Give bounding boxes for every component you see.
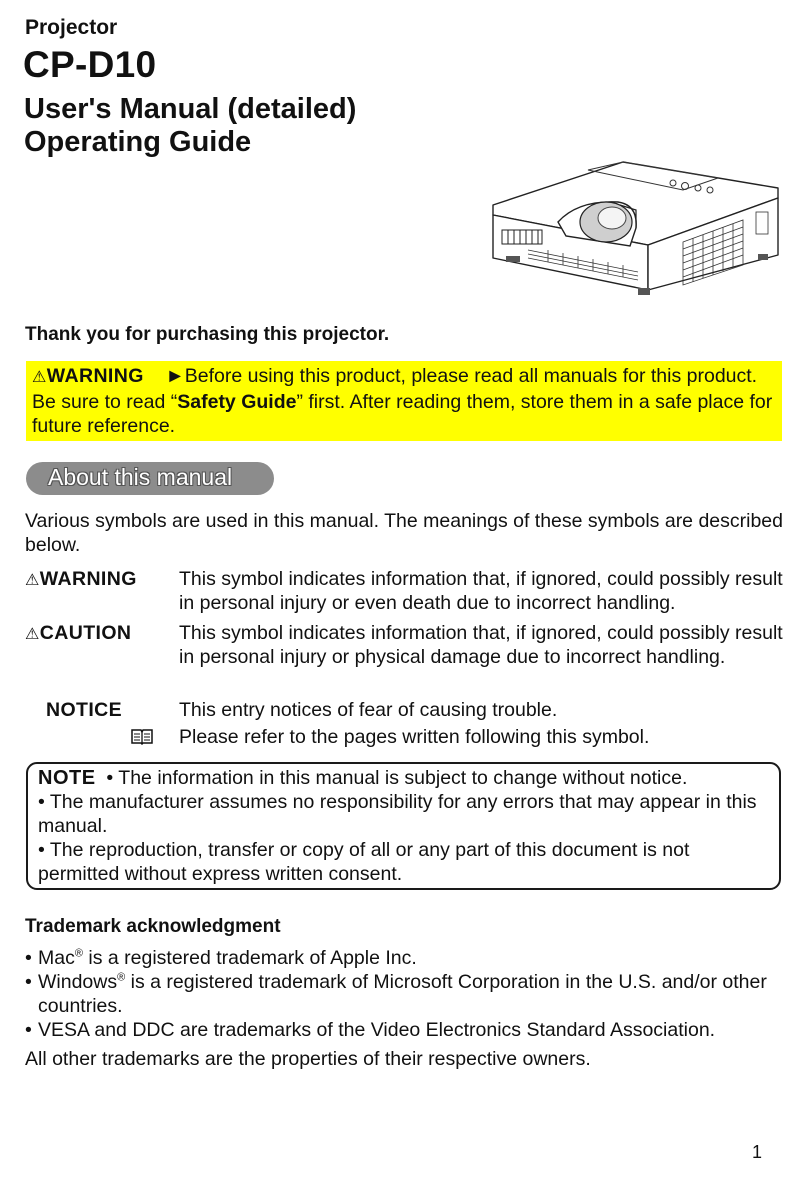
model-number: CP-D10 xyxy=(23,44,157,85)
warning-text-after: ” first. After reading them, store them in a safe place for future reference. xyxy=(32,391,773,437)
product-type: Projector xyxy=(25,16,118,39)
warning-label: ⚠WARNING xyxy=(32,365,144,387)
warning-symbol-label: ⚠WARNING xyxy=(25,568,137,590)
document-subtitle: Operating Guide xyxy=(24,126,252,158)
safety-guide-ref: Safety Guide xyxy=(177,391,297,413)
note-item: • The manufacturer assumes no responsibility for any errors that may appear in this manual. xyxy=(38,791,757,837)
note-box xyxy=(26,762,781,890)
reference-symbol-desc: Please refer to the pages written following this symbol. xyxy=(179,726,650,748)
book-icon xyxy=(131,728,153,745)
warning-text-before: Before using this product, please read all manuals for this product. Be sure to read “ xyxy=(32,365,758,413)
caution-triangle-icon: ⚠ xyxy=(25,626,40,643)
notice-symbol-label: NOTICE xyxy=(46,699,123,721)
trademark-list xyxy=(25,946,795,1042)
warning-triangle-icon: ⚠ xyxy=(25,572,40,589)
warning-symbol-desc: This symbol indicates information that, if ignored, could possibly result in personal injury or even death due to incorrect handling. xyxy=(179,568,783,614)
note-label: NOTE xyxy=(38,767,96,789)
trademark-heading: Trademark acknowledgment xyxy=(25,916,281,937)
thank-you-message: Thank you for purchasing this projector. xyxy=(25,324,390,345)
note-item: • The reproduction, transfer or copy of all or any part of this document is not permitted without express written consent. xyxy=(38,839,690,885)
list-item: • Windows® is a registered trademark of Microsoft Corporation in the U.S. and/or other countries. xyxy=(25,971,767,1017)
caution-symbol-label: ⚠CAUTION xyxy=(25,622,132,644)
notice-symbol-desc: This entry notices of fear of causing trouble. xyxy=(179,699,558,721)
page-number: 1 xyxy=(752,1142,763,1162)
list-item: • VESA and DDC are trademarks of the Video Electronics Standard Association. xyxy=(25,1019,716,1041)
document-title: User's Manual (detailed) xyxy=(24,93,357,125)
caution-symbol-desc: This symbol indicates information that, if ignored, could possibly result in personal injury or physical damage due to incorrect handling. xyxy=(179,622,783,668)
arrow-icon: ► xyxy=(165,365,185,387)
warning-triangle-icon: ⚠ xyxy=(32,369,47,386)
note-item: • The information in this manual is subject to change without notice. xyxy=(106,767,688,789)
warning-box xyxy=(26,361,782,441)
trademark-footer: All other trademarks are the properties of their respective owners. xyxy=(25,1048,591,1070)
projector-illustration xyxy=(488,150,788,305)
list-item: • Mac® is a registered trademark of Apple Inc. xyxy=(25,947,417,969)
section-title: About this manual xyxy=(48,464,233,490)
intro-paragraph: Various symbols are used in this manual. The meanings of these symbols are described below. xyxy=(25,510,783,556)
